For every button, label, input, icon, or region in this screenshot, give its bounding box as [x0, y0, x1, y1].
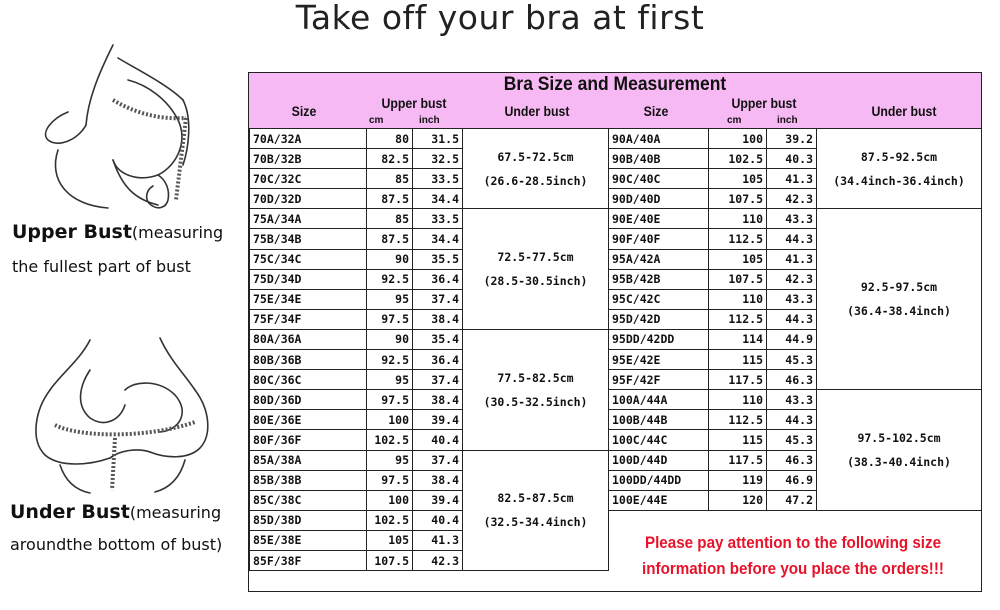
- size-cell: 75D/34D: [250, 269, 367, 289]
- cm-cell: 112.5: [709, 410, 767, 430]
- inch-cell: 34.4: [413, 229, 463, 249]
- inch-cell: 42.3: [767, 189, 817, 209]
- inch-cell: 36.4: [413, 350, 463, 370]
- size-cell: 75E/34E: [250, 289, 367, 309]
- size-cell: 70D/32D: [250, 189, 367, 209]
- size-cell: 95E/42E: [609, 350, 709, 370]
- cm-cell: 85: [367, 169, 413, 189]
- under-bust-inch: (28.5-30.5inch): [483, 274, 588, 289]
- under-bust-range-cell: [817, 209, 982, 390]
- cm-cell: 102.5: [367, 430, 413, 450]
- inch-cell: 44.3: [767, 309, 817, 329]
- left-table-row: [250, 450, 609, 470]
- under-bust-description: aroundthe bottom of bust): [10, 535, 223, 554]
- inch-cell: 39.2: [767, 129, 817, 149]
- inch-cell: 35.4: [413, 329, 463, 349]
- size-cell: 95D/42D: [609, 309, 709, 329]
- under-bust-range-cell: [463, 450, 609, 571]
- size-cell: 95A/42A: [609, 249, 709, 269]
- inch-cell: 46.3: [767, 370, 817, 390]
- inch-cell: 43.3: [767, 209, 817, 229]
- notice-line-1: Please pay attention to the following size: [644, 534, 942, 552]
- inch-cell: 35.5: [413, 249, 463, 269]
- right-size-header: Size: [643, 103, 669, 119]
- cm-cell: 100: [709, 129, 767, 149]
- size-cell: 95DD/42DD: [609, 329, 709, 349]
- size-cell: 100A/44A: [609, 390, 709, 410]
- size-cell: 80B/36B: [250, 350, 367, 370]
- inch-cell: 36.4: [413, 269, 463, 289]
- size-cell: 90E/40E: [609, 209, 709, 229]
- right-under-bust-header: Under bust: [871, 103, 937, 119]
- cm-cell: 80: [367, 129, 413, 149]
- size-cell: 70A/32A: [250, 129, 367, 149]
- size-cell: 75A/34A: [250, 209, 367, 229]
- right-upper-bust-header: Upper bust: [731, 95, 797, 111]
- inch-cell: 44.9: [767, 329, 817, 349]
- cm-cell: 97.5: [367, 470, 413, 490]
- left-table-row: [250, 209, 609, 229]
- size-cell: 100C/44C: [609, 430, 709, 450]
- left-size-header: Size: [291, 103, 317, 119]
- left-inch-header: inch: [419, 115, 440, 126]
- inch-cell: 43.3: [767, 390, 817, 410]
- inch-cell: 39.4: [413, 410, 463, 430]
- cm-cell: 105: [709, 169, 767, 189]
- cm-cell: 92.5: [367, 269, 413, 289]
- size-cell: 85A/38A: [250, 450, 367, 470]
- cm-cell: 115: [709, 430, 767, 450]
- inch-cell: 31.5: [413, 129, 463, 149]
- cm-cell: 110: [709, 209, 767, 229]
- under-bust-inch: (36.4-38.4inch): [847, 304, 951, 319]
- inch-cell: 40.4: [413, 430, 463, 450]
- right-size-table: [608, 128, 982, 511]
- under-bust-range-cell: [463, 129, 609, 209]
- inch-cell: 37.4: [413, 289, 463, 309]
- cm-cell: 107.5: [709, 269, 767, 289]
- inch-cell: 45.3: [767, 430, 817, 450]
- under-bust-range-cell: [463, 209, 609, 330]
- inch-cell: 41.3: [413, 530, 463, 550]
- inch-cell: 33.5: [413, 209, 463, 229]
- cm-cell: 110: [709, 289, 767, 309]
- cm-cell: 90: [367, 249, 413, 269]
- size-cell: 100D/44D: [609, 450, 709, 470]
- cm-cell: 102.5: [367, 510, 413, 530]
- cm-cell: 87.5: [367, 229, 413, 249]
- under-bust-inch: (26.6-28.5inch): [483, 173, 588, 188]
- cm-cell: 85: [367, 209, 413, 229]
- size-cell: 85C/38C: [250, 490, 367, 510]
- inch-cell: 43.3: [767, 289, 817, 309]
- under-bust-cm: 82.5-87.5cm: [497, 491, 574, 506]
- under-bust-label: [10, 501, 221, 523]
- cm-cell: 100: [367, 410, 413, 430]
- size-cell: 70C/32C: [250, 169, 367, 189]
- cm-cell: 102.5: [709, 149, 767, 169]
- size-cell: 80E/36E: [250, 410, 367, 430]
- inch-cell: 44.3: [767, 229, 817, 249]
- inch-cell: 33.5: [413, 169, 463, 189]
- cm-cell: 95: [367, 450, 413, 470]
- under-bust-cm: 77.5-82.5cm: [497, 370, 574, 385]
- cm-cell: 107.5: [367, 550, 413, 570]
- size-cell: 100DD/44DD: [609, 470, 709, 490]
- cm-cell: 105: [367, 530, 413, 550]
- under-bust-paren: (measuring: [129, 503, 222, 522]
- under-bust-cm: 72.5-77.5cm: [497, 250, 574, 265]
- size-cell: 85F/38F: [250, 550, 367, 570]
- upper-bust-label: [12, 221, 223, 243]
- left-table-row: [250, 329, 609, 349]
- left-cm-header: cm: [369, 115, 384, 126]
- size-cell: 100E/44E: [609, 490, 709, 510]
- cm-cell: 117.5: [709, 370, 767, 390]
- cm-cell: 95: [367, 289, 413, 309]
- under-bust-inch: (32.5-34.4inch): [483, 515, 588, 530]
- cm-cell: 100: [367, 490, 413, 510]
- inch-cell: 45.3: [767, 350, 817, 370]
- inch-cell: 44.3: [767, 410, 817, 430]
- size-cell: 80A/36A: [250, 329, 367, 349]
- size-cell: 85D/38D: [250, 510, 367, 530]
- cm-cell: 112.5: [709, 309, 767, 329]
- size-cell: 100B/44B: [609, 410, 709, 430]
- cm-cell: 90: [367, 329, 413, 349]
- cm-cell: 117.5: [709, 450, 767, 470]
- cm-cell: 107.5: [709, 189, 767, 209]
- inch-cell: 32.5: [413, 149, 463, 169]
- size-cell: 75F/34F: [250, 309, 367, 329]
- right-cm-header: cm: [727, 115, 742, 126]
- size-cell: 90F/40F: [609, 229, 709, 249]
- order-notice: [623, 530, 963, 582]
- cm-cell: 97.5: [367, 390, 413, 410]
- upper-bust-illustration: [18, 40, 228, 210]
- cm-cell: 120: [709, 490, 767, 510]
- upper-bust-paren: (measuring: [131, 223, 224, 242]
- inch-cell: 46.3: [767, 450, 817, 470]
- under-bust-cm: 97.5-102.5cm: [857, 431, 941, 445]
- inch-cell: 47.2: [767, 490, 817, 510]
- under-bust-inch: (34.4inch-36.4inch): [833, 173, 965, 188]
- cm-cell: 95: [367, 370, 413, 390]
- size-cell: 95F/42F: [609, 370, 709, 390]
- size-cell: 90A/40A: [609, 129, 709, 149]
- cm-cell: 114: [709, 329, 767, 349]
- cm-cell: 115: [709, 350, 767, 370]
- inch-cell: 37.4: [413, 370, 463, 390]
- size-cell: 90C/40C: [609, 169, 709, 189]
- page-title: Take off your bra at first: [295, 0, 705, 37]
- size-cell: 90B/40B: [609, 149, 709, 169]
- cm-cell: 92.5: [367, 350, 413, 370]
- left-table-row: [250, 129, 609, 149]
- cm-cell: 82.5: [367, 149, 413, 169]
- size-cell: 80F/36F: [250, 430, 367, 450]
- chart-title: Bra Size and Measurement: [503, 74, 727, 95]
- right-inch-header: inch: [777, 115, 798, 126]
- under-bust-inch: (38.3-40.4inch): [847, 455, 951, 469]
- right-table-row: [609, 390, 982, 410]
- size-cell: 95C/42C: [609, 289, 709, 309]
- size-cell: 75C/34C: [250, 249, 367, 269]
- right-table-row: [609, 129, 982, 149]
- right-table-row: [609, 209, 982, 229]
- under-bust-cm: 92.5-97.5cm: [860, 280, 938, 295]
- inch-cell: 37.4: [413, 450, 463, 470]
- size-cell: 80D/36D: [250, 390, 367, 410]
- inch-cell: 42.3: [767, 269, 817, 289]
- inch-cell: 38.4: [413, 390, 463, 410]
- under-bust-range-cell: [463, 329, 609, 450]
- left-size-table: [249, 128, 609, 571]
- inch-cell: 34.4: [413, 189, 463, 209]
- size-cell: 95B/42B: [609, 269, 709, 289]
- under-bust-title: Under Bust: [10, 501, 130, 523]
- size-cell: 85E/38E: [250, 530, 367, 550]
- inch-cell: 42.3: [413, 550, 463, 570]
- inch-cell: 40.3: [767, 149, 817, 169]
- size-cell: 85B/38B: [250, 470, 367, 490]
- cm-cell: 112.5: [709, 229, 767, 249]
- left-under-bust-header: Under bust: [504, 103, 570, 119]
- inch-cell: 38.4: [413, 470, 463, 490]
- under-bust-range-cell: [817, 390, 982, 511]
- size-chart: [248, 72, 982, 592]
- left-upper-bust-header: Upper bust: [381, 95, 447, 111]
- under-bust-cm: 87.5-92.5cm: [860, 149, 938, 164]
- cm-cell: 119: [709, 470, 767, 490]
- upper-bust-description: the fullest part of bust: [12, 257, 191, 276]
- size-cell: 90D/40D: [609, 189, 709, 209]
- under-bust-illustration: [20, 330, 220, 495]
- inch-cell: 40.4: [413, 510, 463, 530]
- under-bust-cm: 67.5-72.5cm: [497, 149, 574, 164]
- inch-cell: 41.3: [767, 169, 817, 189]
- size-cell: 80C/36C: [250, 370, 367, 390]
- cm-cell: 97.5: [367, 309, 413, 329]
- inch-cell: 39.4: [413, 490, 463, 510]
- under-bust-inch: (30.5-32.5inch): [483, 394, 588, 409]
- size-cell: 70B/32B: [250, 149, 367, 169]
- inch-cell: 41.3: [767, 249, 817, 269]
- under-bust-range-cell: [817, 129, 982, 209]
- size-cell: 75B/34B: [250, 229, 367, 249]
- inch-cell: 38.4: [413, 309, 463, 329]
- cm-cell: 110: [709, 390, 767, 410]
- upper-bust-title: Upper Bust: [12, 221, 132, 243]
- cm-cell: 105: [709, 249, 767, 269]
- inch-cell: 46.9: [767, 470, 817, 490]
- cm-cell: 87.5: [367, 189, 413, 209]
- notice-line-2: information before you place the orders!!!: [642, 560, 944, 578]
